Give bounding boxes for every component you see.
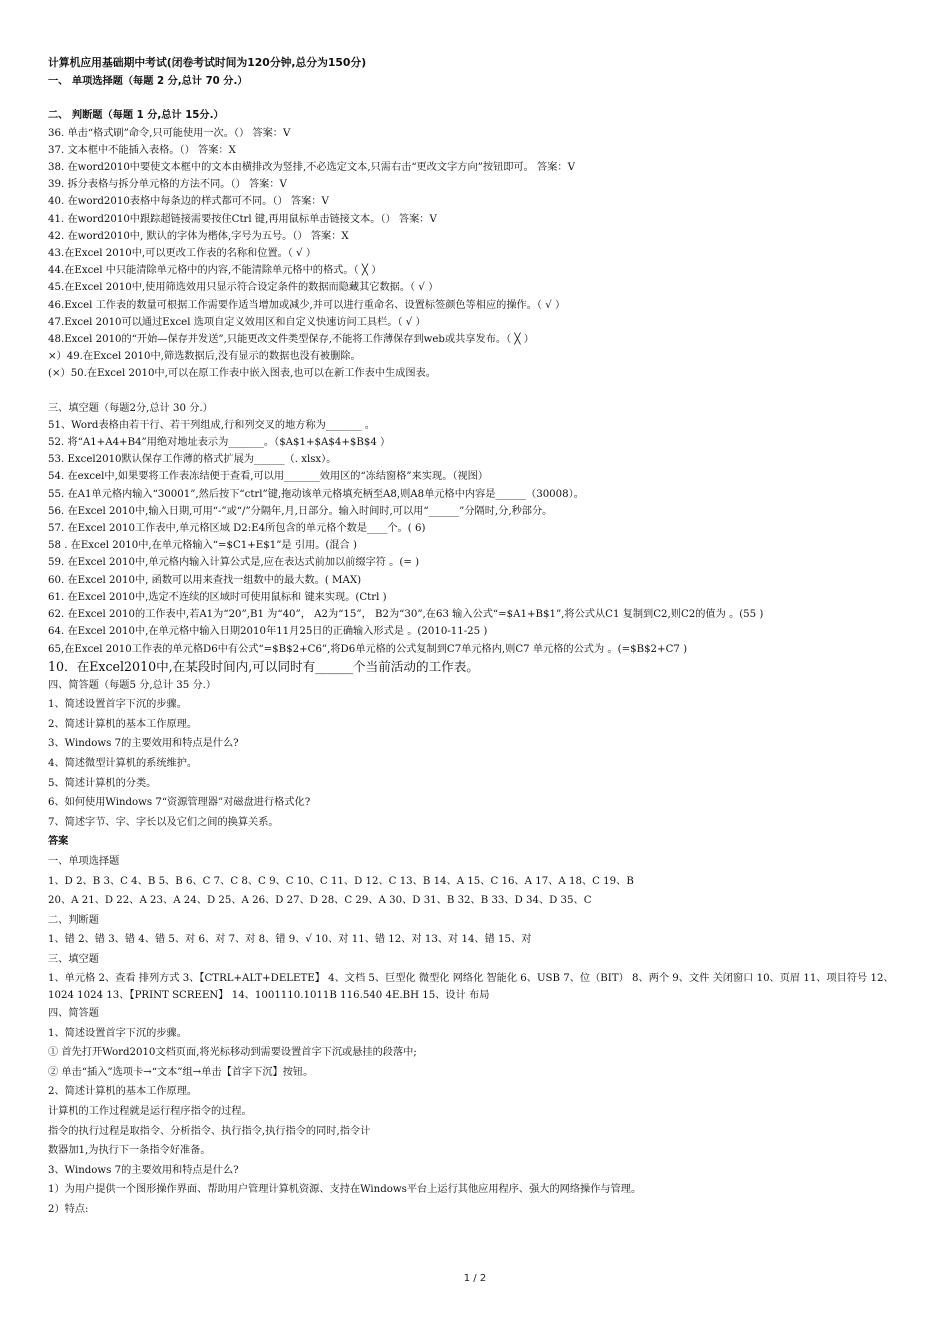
essay-item: 5、简述计算机的分类。 [48, 777, 157, 789]
judge-item: 39. 拆分表格与拆分单元格的方法不同。（） 答案：V [48, 179, 287, 191]
essay-item: 4、简述微型计算机的系统维护。 [48, 758, 198, 770]
judge-item: 42. 在word2010中, 默认的字体为楷体,字号为五号。（） 答案：X [48, 230, 349, 242]
fill-item-large: 10．在Excel2010中,在某段时间内,可以同时有______个当前活动的工作表。 [48, 658, 479, 674]
section-3-heading: 三、填空题（每题2分,总计 30 分.） [48, 402, 213, 414]
exam-title: 计算机应用基础期中考试(闭卷考试时间为120分钟,总分为150分) [48, 56, 367, 69]
answers-choice-row: 1、D 2、B 3、C 4、B 5、B 6、C 7、C 8、C 9、C 10、C 11、D 12、C 13、B 14、A 15、C 16、A 17、A 18、C 19、B [48, 875, 634, 887]
fill-item: 64. 在Excel 2010中,在单元格中输入日期2010年11月25日的正确输入形式是 。(2010-11-25 ) [48, 626, 488, 638]
fill-item: 59. 在Excel 2010中,单元格内输入计算公式是,应在表达式前加以前缀字符 。(= ) [48, 557, 420, 569]
judge-item: 48.Excel 2010的“开始—保存并发送”,只能更改文件类型保存,不能将工作薄保存到web或共享发布。（ ╳ ） [48, 334, 534, 346]
fill-item: 58 . 在Excel 2010中,在单元格输入“=$C1+E$1”是 引用。(混合 ) [48, 540, 357, 552]
judge-item: 46.Excel 工作表的数量可根据工作需要作适当增加或减少,并可以进行重命名、设置标签颜色等相应的操作。（ √ ） [48, 299, 566, 311]
section-4-heading: 四、简答题（每题5 分,总计 35 分.） [48, 679, 217, 691]
fill-item: 61. 在Excel 2010中,选定不连续的区域时可使用鼠标和 键来实现。(Ctrl ) [48, 591, 387, 603]
answers-essay-line: 2、简述计算机的基本工作原理。 [48, 1086, 198, 1098]
fill-item: 57. 在Excel 2010工作表中,单元格区域 D2:E4所包含的单元格个数是____个。( 6) [48, 523, 426, 535]
judge-item: 36. 单击“格式刷”命令,只可能使用一次。（） 答案：V [48, 127, 291, 139]
essay-item: 7、简述字节、字、字长以及它们之间的换算关系。 [48, 816, 279, 828]
judge-item: 40. 在word2010表格中每条边的样式都可不同。（） 答案：V [48, 196, 329, 208]
judge-item: (×）50.在Excel 2010中,可以在原工作表中嵌入图表,也可以在新工作表中生成图表。 [48, 368, 436, 380]
fill-item: 56. 在Excel 2010中,输入日期,可用“-”或“/”分隔年,月,日部分。输入时间时,可以用“______”分隔时,分,秒部分。 [48, 505, 553, 517]
document-body [48, 54, 904, 1220]
fill-item: 62. 在Excel 2010的工作表中,若A1为“20”,B1 为“40”， A2为“15”， B2为“30”,在63 输入公式“=$A1+B$1”,将公式从C1 复制到C2,则C2的值为 。(55 ) [48, 609, 764, 621]
judge-item: 37. 文本框中不能插入表格。（） 答案：X [48, 144, 236, 156]
section-1-heading: 一、 单项选择题（每题 2 分,总计 70 分.） [48, 76, 248, 88]
answers-judge-row: 1、错 2、错 3、错 4、错 5、对 6、对 7、对 8、错 9、√ 10、对 11、错 12、对 13、对 14、错 15、对 [48, 934, 532, 946]
essay-item: 1、简述设置首字下沉的步骤。 [48, 699, 187, 711]
fill-list [48, 417, 904, 658]
answers-essay-line: 指令的执行过程是取指令、分析指令、执行指令,执行指令的同时,指令计 [48, 1125, 371, 1137]
essay-item: 3、Windows 7的主要效用和特点是什么? [48, 738, 239, 750]
judge-item: 38. 在word2010中要使文本框中的文本由横排改为竖排,不必选定文本,只需右击“更改文字方向”按钮即可。 答案：V [48, 162, 575, 174]
answers-essay-line: 3、Windows 7的主要效用和特点是什么? [48, 1164, 239, 1176]
fill-item: 55. 在A1单元格内输入“30001”,然后按下“ctrl”键,拖动该单元格填充柄至A8,则A8单元格中内容是______（30008）。 [48, 488, 584, 500]
fill-item: 65,在Excel 2010工作表的单元格D6中有公式“=$B$2+C6”,将D6单元格的公式复制到C7单元格内,则C7 单元格的公式为 。(=$B$2+C7 ) [48, 643, 688, 655]
essay-item: 6、如何使用Windows 7“资源管理器”对磁盘进行格式化? [48, 797, 311, 809]
judge-list [48, 125, 904, 383]
answers-section-1: 一、单项选择题 [48, 856, 120, 868]
fill-item: 52. 将“A1+A4+B4”用绝对地址表示为_______。（$A$1+$A$4+$B$4 ） [48, 437, 391, 449]
judge-item: 43.在Excel 2010中,可以更改工作表的名称和位置。（ √ ） [48, 248, 317, 260]
judge-item: 47.Excel 2010可以通过Excel 选项自定义效用区和自定义快速访问工具栏。（ √ ） [48, 316, 426, 328]
answers-heading: 答案 [48, 836, 69, 848]
judge-item: 44.在Excel 中只能清除单元格中的内容,不能清除单元格中的格式。（ ╳ ） [48, 265, 382, 277]
answers-essay-line: ② 单击“插入”选项卡→“文本”组→单击【首字下沉】按钮。 [48, 1066, 314, 1078]
answers-choice-row: 20、A 21、D 22、A 23、A 24、D 25、A 26、D 27、D 28、C 29、A 30、D 31、B 32、B 33、D 34、D 35、C [48, 895, 592, 907]
answers-section-3: 三、填空题 [48, 954, 99, 966]
essay-section [48, 676, 904, 1220]
fill-item: 54. 在excel中,如果要将工作表冻结便于查看,可以用_______效用区的“冻结窗格”来实现。（视图） [48, 471, 489, 483]
fill-item: 51、Word表格由若干行、若干列组成,行和列交叉的地方称为_______ 。 [48, 419, 375, 431]
answers-essay-line: 2）特点: [48, 1203, 89, 1215]
judge-item: 41. 在word2010中跟踪超链接需要按住Ctrl 键,再用鼠标单击链接文本。（） 答案：V [48, 213, 437, 225]
answers-essay-line: ① 首先打开Word2010文档页面,将光标移动到需要设置首字下沉或悬挂的段落中; [48, 1047, 417, 1059]
answers-section-4: 四、简答题 [48, 1008, 99, 1020]
page-number: 1 / 2 [463, 1273, 487, 1284]
answers-essay-line: 数器加1,为执行下一条指令好准备。 [48, 1145, 211, 1157]
essay-item: 2、简述计算机的基本工作原理。 [48, 718, 198, 730]
answers-essay-line: 计算机的工作过程就是运行程序指令的过程。 [48, 1105, 252, 1117]
judge-item: 45.在Excel 2010中,使用筛选效用只显示符合设定条件的数据而隐藏其它数据。（ √ ） [48, 282, 439, 294]
answers-section-2: 二、判断题 [48, 914, 99, 926]
answers-essay-line: 1、简述设置首字下沉的步骤。 [48, 1027, 187, 1039]
answers-fill-text: 1、单元格 2、查看 排列方式 3、【CTRL+ALT+DELETE】 4、文档 5、巨型化 微型化 网络化 智能化 6、USB 7、位（BIT） 8、两个 9、文件 关闭窗口 10、页眉 11、项目符号 12、1024 1024 13、【PRINT SCREEN】 14、1001110.1011B 116.540 4E.BH 15、设计 布局 [48, 972, 894, 1001]
section-2-heading: 二、 判断题（每题 1 分,总计 15分.） [48, 110, 224, 122]
fill-item: 53. Excel2010默认保存工作薄的格式扩展为______（. xlsx）。 [48, 454, 337, 466]
judge-item: ×）49.在Excel 2010中,筛选数据后,没有显示的数据也没有被删除。 [48, 351, 361, 363]
answers-essay-line: 1）为用户提供一个图形操作界面、帮助用户管理计算机资源、支持在Windows平台上运行其他应用程序、强大的网络操作与管理。 [48, 1184, 642, 1196]
fill-item: 60. 在Excel 2010中, 函数可以用来查找一组数中的最大数。( MAX) [48, 574, 362, 586]
